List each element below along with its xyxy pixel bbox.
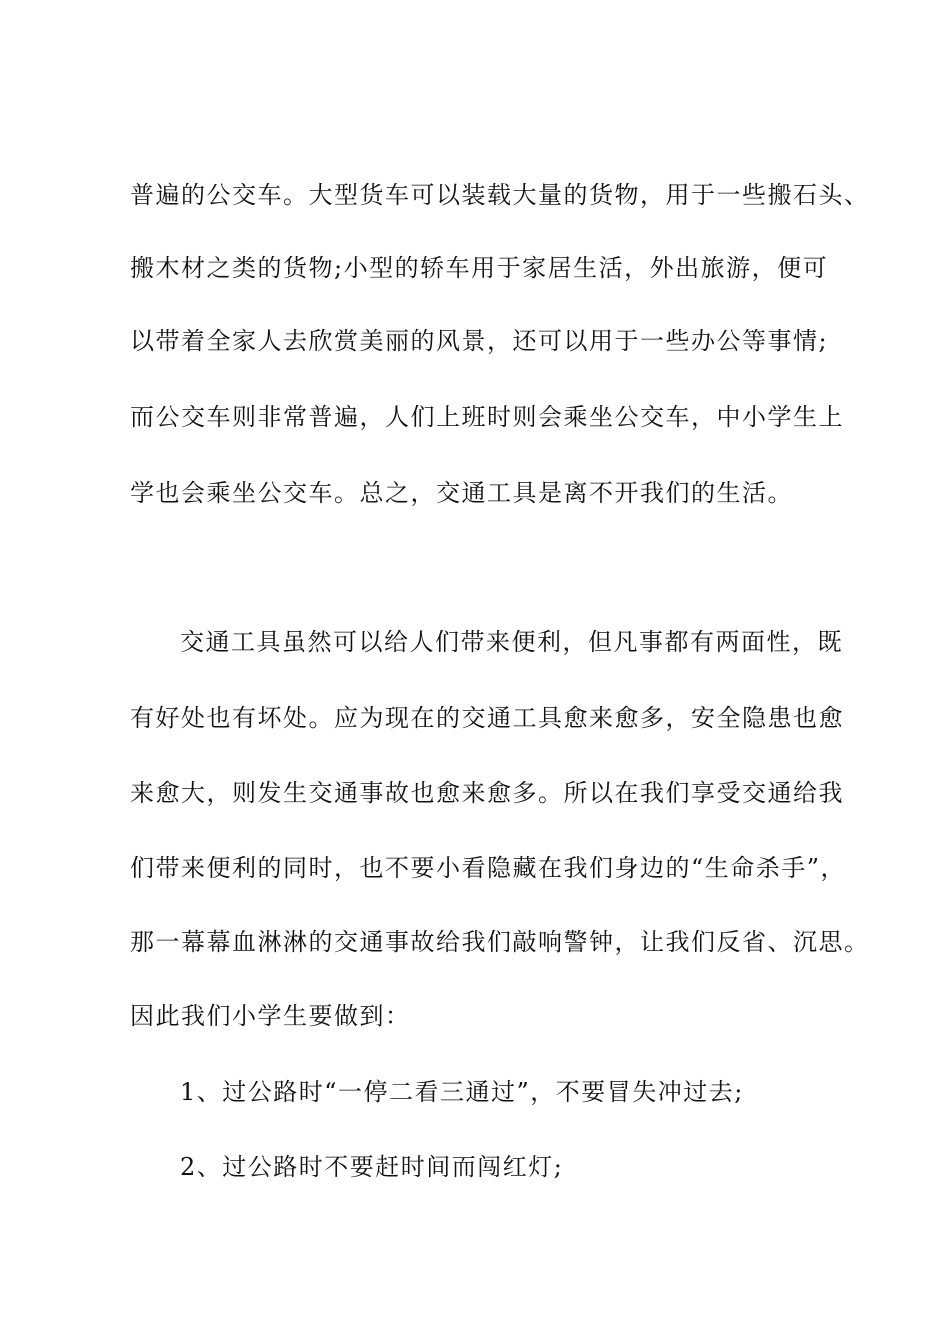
paragraph-2-line-2: 有好处也有坏处。应为现在的交通工具愈来愈多，安全隐患也愈: [130, 704, 844, 732]
paragraph-1-line-3: 以带着全家人去欣赏美丽的风景，还可以用于一些办公等事情;: [130, 327, 829, 355]
list-item-1: 1、过公路时“一停二看三通过”，不要冒失冲过去;: [180, 1078, 744, 1106]
paragraph-2-line-1: 交通工具虽然可以给人们带来便利，但凡事都有两面性，既: [180, 628, 843, 656]
paragraph-2-line-3: 来愈大，则发生交通事故也愈来愈多。所以在我们享受交通给我: [130, 779, 844, 807]
paragraph-1-line-5: 学也会乘坐公交车。总之，交通工具是离不开我们的生活。: [130, 479, 793, 507]
paragraph-2-line-6: 因此我们小学生要做到：: [130, 1002, 411, 1030]
list-item-2: 2、过公路时不要赶时间而闯红灯;: [180, 1153, 564, 1181]
paragraph-1-line-1: 普遍的公交车。大型货车可以装载大量的货物，用于一些搬石头、: [130, 181, 870, 209]
paragraph-2-line-4: 们带来便利的同时，也不要小看隐藏在我们身边的“生命杀手”，: [130, 854, 847, 882]
paragraph-1-line-4: 而公交车则非常普遍，人们上班时则会乘坐公交车，中小学生上: [130, 403, 844, 431]
paragraph-2-line-5: 那一幕幕血淋淋的交通事故给我们敲响警钟，让我们反省、沉思。: [130, 928, 870, 956]
paragraph-1-line-2: 搬木材之类的货物;小型的轿车用于家居生活，外出旅游，便可: [130, 254, 829, 282]
